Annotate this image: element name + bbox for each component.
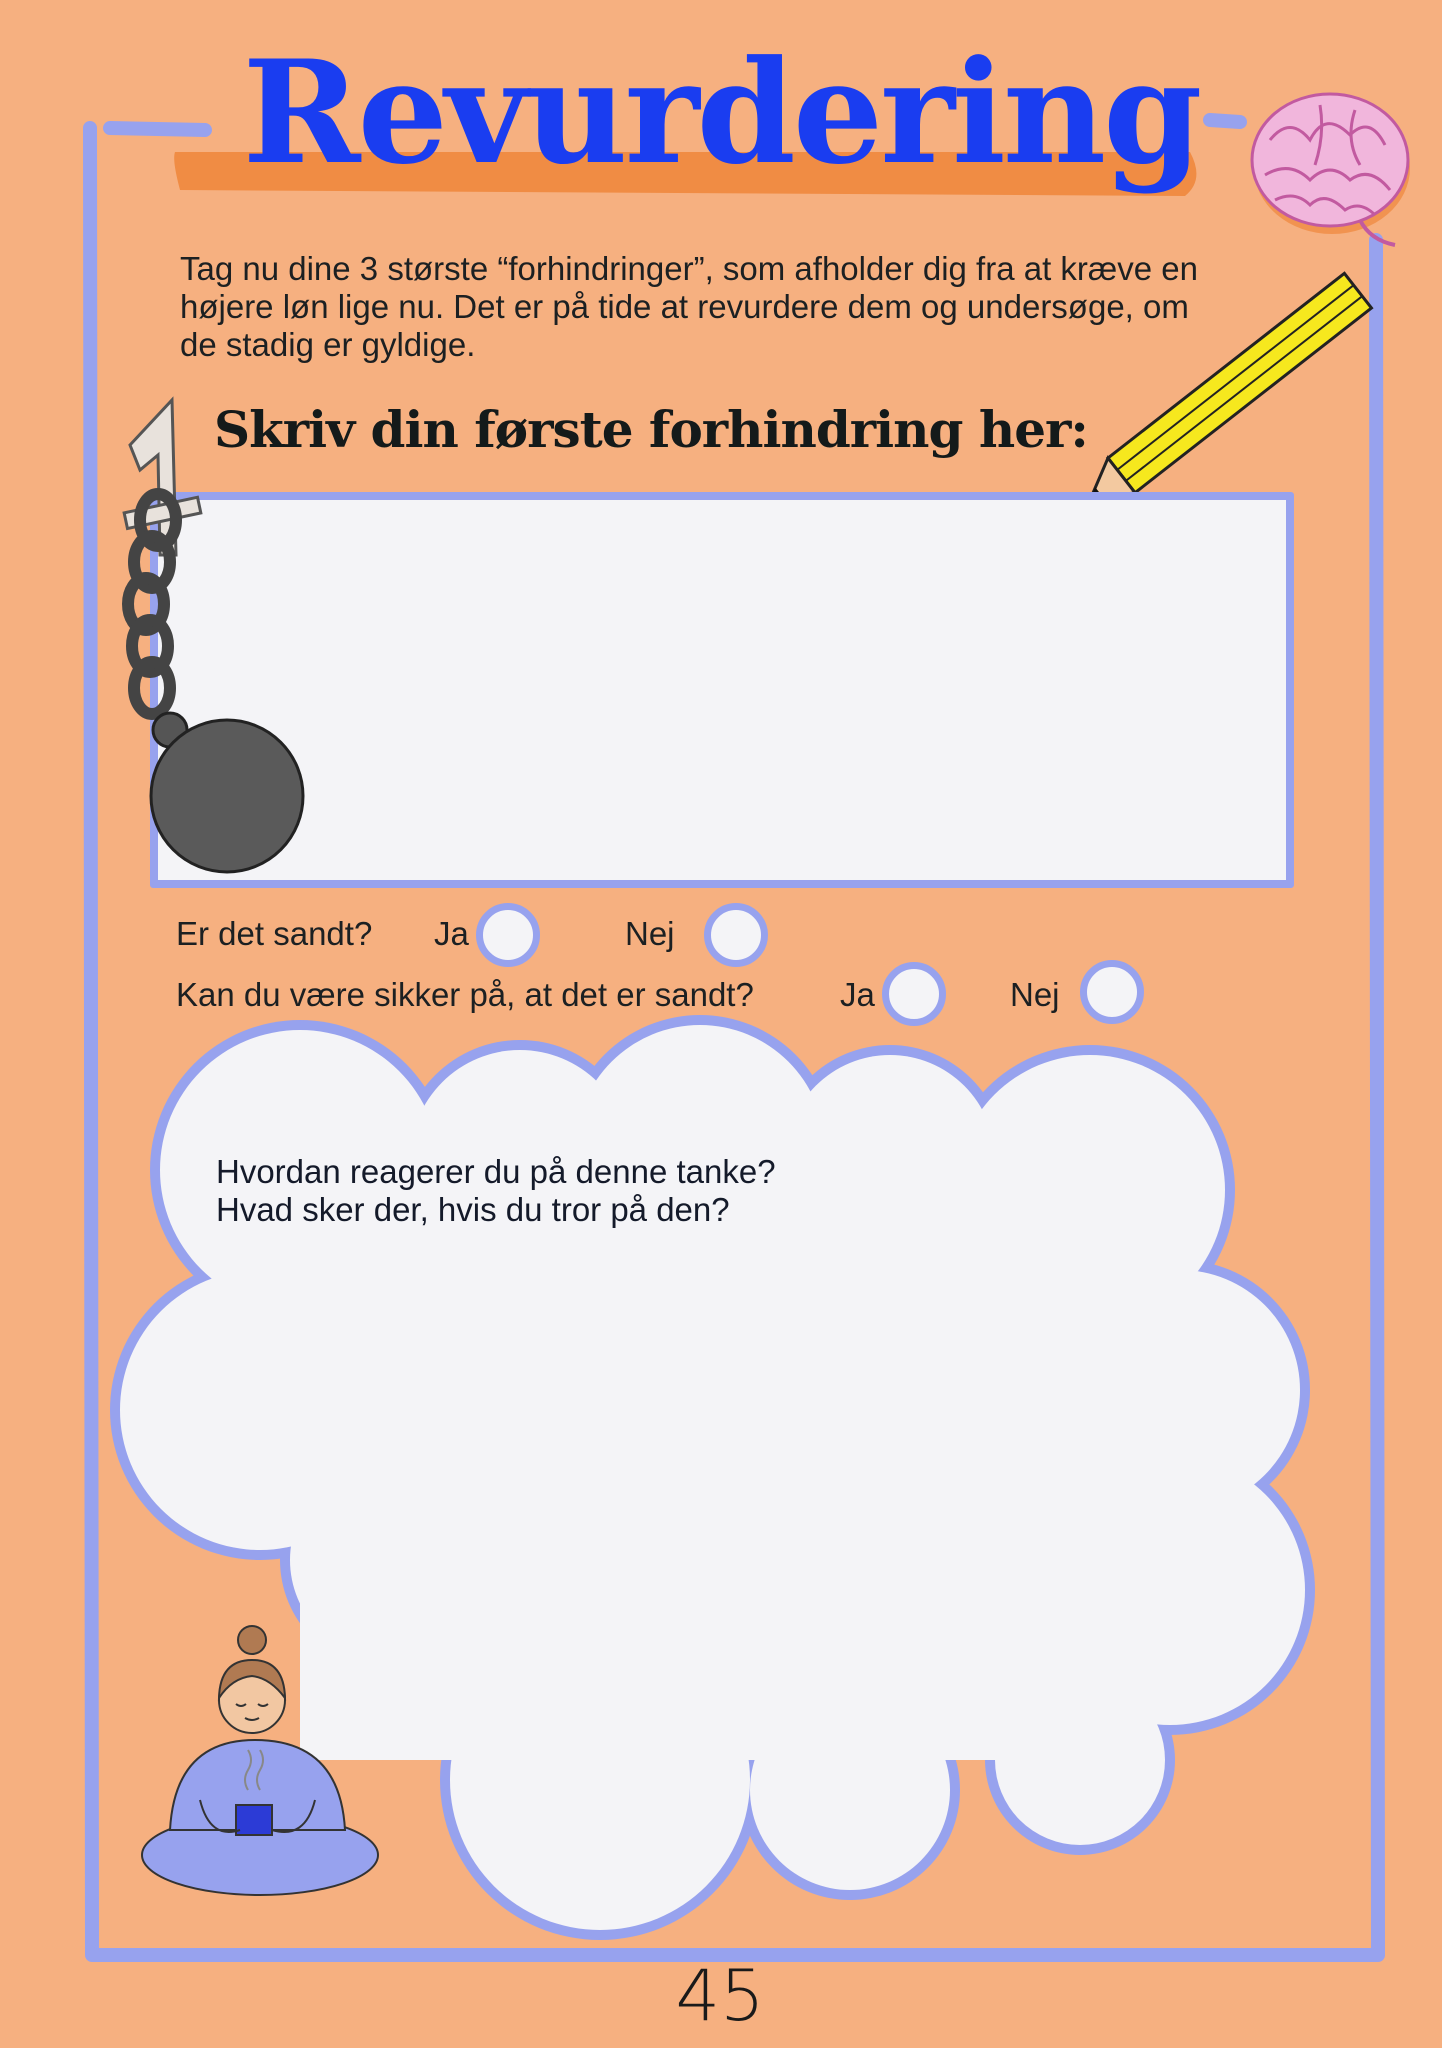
- question-certain-no-label: Nej: [1010, 976, 1060, 1013]
- cloud-prompt-line-1: Hvordan reagerer du på denne tanke?: [216, 1153, 776, 1190]
- question-certain-yes-label: Ja: [840, 976, 875, 1013]
- question-certain-label: Kan du være sikker på, at det er sandt?: [176, 976, 754, 1013]
- page-title: Revurdering: [242, 30, 1200, 196]
- cloud-prompt-line-2: Hvad sker der, hvis du tror på den?: [216, 1191, 730, 1228]
- page-number: 45: [675, 1955, 765, 2037]
- section-heading: Skriv din første forhindring her:: [214, 400, 1088, 459]
- question-true-no-label: Nej: [625, 915, 675, 952]
- intro-text: Tag nu dine 3 største “forhindringer”, som afholder dig fra at kræve en højere løn lige nu. Det er på tide at revurdere dem og undersøge, om de stadig er gyldige.: [180, 250, 1198, 363]
- question-true-label: Er det sandt?: [176, 915, 373, 952]
- question-true-yes-label: Ja: [434, 915, 469, 952]
